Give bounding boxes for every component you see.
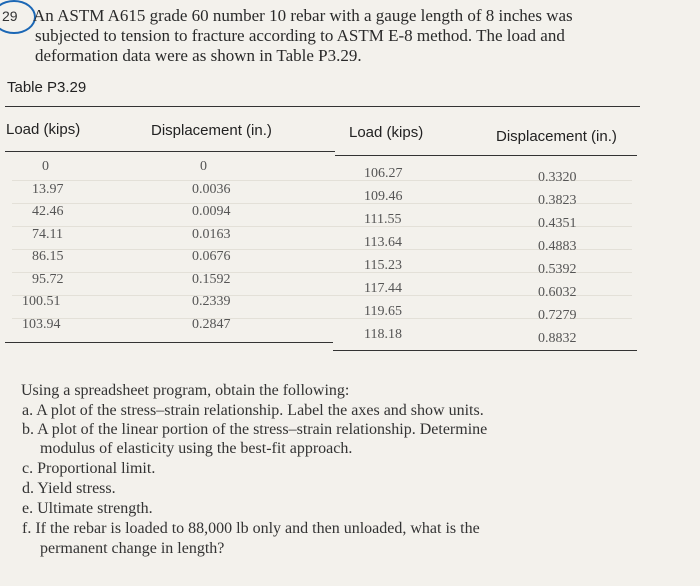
- problem-line-3: deformation data were as shown in Table P3.29.: [35, 46, 362, 65]
- table-cell: 0.4883: [538, 239, 577, 254]
- question-intro: Using a spreadsheet program, obtain the following:: [21, 382, 350, 399]
- question-b-line-2: modulus of elasticity using the best-fit approach.: [40, 440, 353, 457]
- table-cell: 42.46: [32, 204, 64, 219]
- table-cell: 100.51: [22, 294, 61, 309]
- table-cell: 106.27: [364, 166, 403, 181]
- header-displacement-2: Displacement (in.): [496, 128, 617, 145]
- table-cell: 0.7279: [538, 308, 577, 323]
- table-cell: 86.15: [32, 249, 64, 264]
- table-cell: 109.46: [364, 189, 403, 204]
- problem-number: 29: [2, 8, 18, 24]
- header-load-2: Load (kips): [349, 124, 424, 141]
- table-cell: 0: [42, 159, 49, 174]
- table-cell: 0.2847: [192, 316, 231, 332]
- table-cell: 113.64: [364, 235, 402, 250]
- table-cell: 111.55: [364, 212, 402, 227]
- table-cell: 74.11: [32, 226, 63, 242]
- question-b-line-1: b. A plot of the linear portion of the stress–strain relationship. Determine: [22, 421, 488, 438]
- table-cell: 0.8832: [538, 331, 577, 346]
- table-cell: 0.3320: [538, 170, 577, 185]
- table-cell: 118.18: [364, 327, 402, 342]
- table-cell: 0.3823: [538, 193, 577, 208]
- question-a: a. A plot of the stress–strain relationship. Label the axes and show units.: [22, 402, 484, 419]
- header-rule-right: [335, 155, 637, 156]
- table-cell: 117.44: [364, 281, 402, 296]
- table-caption: Table P3.29: [7, 79, 87, 96]
- table-cell: 115.23: [364, 258, 402, 273]
- header-rule-left: [5, 151, 335, 152]
- table-bottom-rule-right: [333, 350, 637, 351]
- question-f-line-2: permanent change in length?: [40, 540, 225, 557]
- table-cell: 0.0163: [192, 226, 231, 242]
- table-cell: 0.4351: [538, 216, 577, 231]
- column-displacement-1: [192, 155, 272, 335]
- table-cell: 0.2339: [192, 294, 231, 309]
- table-cell: 0.0094: [192, 204, 231, 219]
- table-cell: 0.1592: [192, 271, 231, 287]
- problem-line-2: subjected to tension to fracture according to ASTM E-8 method. The load and: [35, 26, 565, 45]
- column-displacement-2: [538, 166, 618, 350]
- question-c: c. Proportional limit.: [22, 460, 156, 477]
- column-load-1: [22, 155, 102, 335]
- question-f-line-1: f. If the rebar is loaded to 88,000 lb only and then unloaded, what is the: [22, 520, 480, 537]
- question-e: e. Ultimate strength.: [22, 500, 153, 517]
- table-cell: 95.72: [32, 271, 64, 287]
- column-load-2: [364, 162, 444, 346]
- table-cell: 0.6032: [538, 285, 577, 300]
- table-cell: 119.65: [364, 304, 402, 319]
- table-cell: 0: [200, 159, 207, 174]
- table-cell: 0.5392: [538, 262, 577, 277]
- table-cell: 103.94: [22, 316, 61, 332]
- header-displacement-1: Displacement (in.): [151, 122, 272, 139]
- problem-line-1: An ASTM A615 grade 60 number 10 rebar with a gauge length of 8 inches was: [33, 6, 573, 25]
- table-cell: 0.0676: [192, 249, 231, 264]
- table-bottom-rule-left: [5, 342, 333, 343]
- table-top-rule: [5, 106, 640, 107]
- table-cell: 13.97: [32, 181, 64, 197]
- question-d: d. Yield stress.: [22, 480, 116, 497]
- header-load-1: Load (kips): [6, 121, 81, 138]
- table-cell: 0.0036: [192, 181, 231, 197]
